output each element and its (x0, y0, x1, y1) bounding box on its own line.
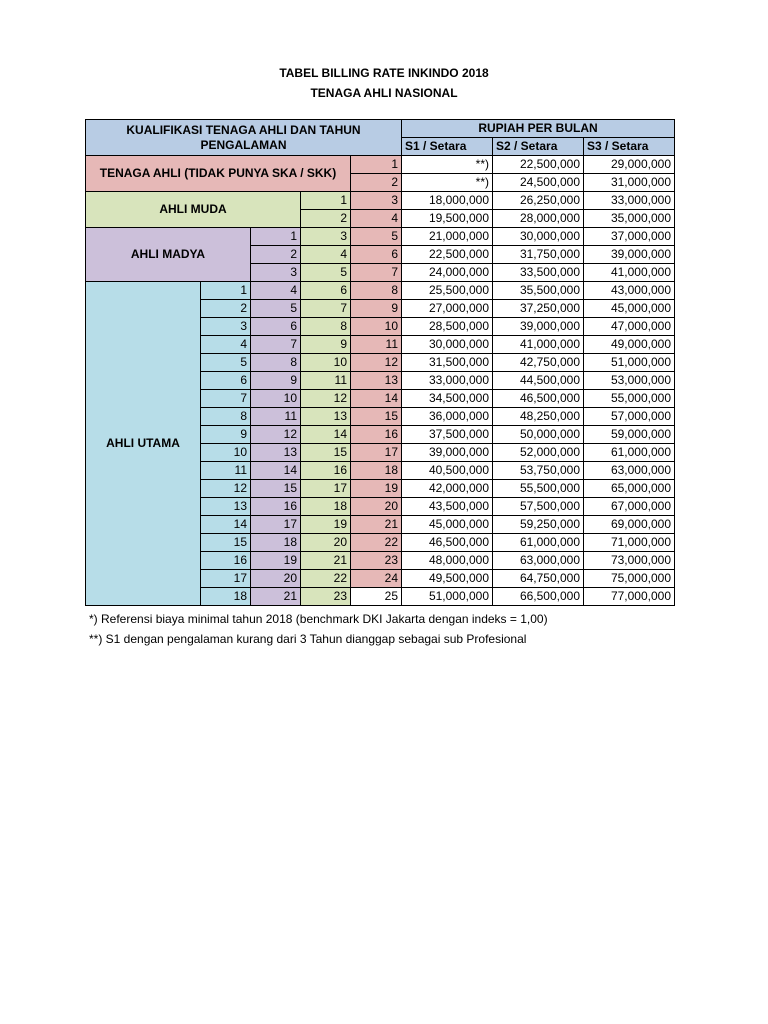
s2-rate-cell: 31,750,000 (493, 246, 584, 264)
s1-rate-cell: 27,000,000 (402, 300, 493, 318)
madya-year-cell: 11 (251, 408, 301, 426)
s1-rate-cell: 34,500,000 (402, 390, 493, 408)
s2-header: S2 / Setara (493, 138, 584, 156)
madya-year-cell: 3 (251, 264, 301, 282)
s2-rate-cell: 64,750,000 (493, 570, 584, 588)
s2-rate-cell: 57,500,000 (493, 498, 584, 516)
s3-rate-cell: 37,000,000 (584, 228, 675, 246)
tenaga-ahli-year-cell: 13 (351, 372, 402, 390)
s3-rate-cell: 29,000,000 (584, 156, 675, 174)
s2-rate-cell: 50,000,000 (493, 426, 584, 444)
s1-rate-cell: 31,500,000 (402, 354, 493, 372)
utama-year-cell: 6 (201, 372, 251, 390)
s1-rate-cell: 24,000,000 (402, 264, 493, 282)
s1-rate-cell: 30,000,000 (402, 336, 493, 354)
s2-rate-cell: 24,500,000 (493, 174, 584, 192)
tenaga-ahli-year-cell: 8 (351, 282, 402, 300)
s2-rate-cell: 63,000,000 (493, 552, 584, 570)
utama-year-cell: 8 (201, 408, 251, 426)
group-ahli-madya: AHLI MADYA (86, 228, 251, 282)
s1-rate-cell: 49,500,000 (402, 570, 493, 588)
s3-rate-cell: 71,000,000 (584, 534, 675, 552)
s1-rate-cell: 25,500,000 (402, 282, 493, 300)
muda-year-cell: 5 (301, 264, 351, 282)
page-title: TABEL BILLING RATE INKINDO 2018 (279, 66, 489, 80)
tenaga-ahli-year-cell: 20 (351, 498, 402, 516)
s1-rate-cell: 45,000,000 (402, 516, 493, 534)
tenaga-ahli-year-cell: 1 (351, 156, 402, 174)
tenaga-ahli-year-cell: 15 (351, 408, 402, 426)
s3-rate-cell: 51,000,000 (584, 354, 675, 372)
s3-rate-cell: 69,000,000 (584, 516, 675, 534)
tenaga-ahli-year-cell: 12 (351, 354, 402, 372)
s2-rate-cell: 55,500,000 (493, 480, 584, 498)
s1-header: S1 / Setara (402, 138, 493, 156)
tenaga-ahli-year-cell: 2 (351, 174, 402, 192)
muda-year-cell: 4 (301, 246, 351, 264)
muda-year-cell: 3 (301, 228, 351, 246)
tenaga-ahli-year-cell: 16 (351, 426, 402, 444)
s3-rate-cell: 65,000,000 (584, 480, 675, 498)
muda-year-cell: 21 (301, 552, 351, 570)
s2-rate-cell: 41,000,000 (493, 336, 584, 354)
header-row-1 (86, 120, 675, 138)
s2-rate-cell: 44,500,000 (493, 372, 584, 390)
tenaga-ahli-year-cell: 25 (351, 588, 402, 606)
s1-rate-cell: 39,000,000 (402, 444, 493, 462)
madya-year-cell: 4 (251, 282, 301, 300)
madya-year-cell: 7 (251, 336, 301, 354)
utama-year-cell: 15 (201, 534, 251, 552)
madya-year-cell: 10 (251, 390, 301, 408)
group-ahli-utama: AHLI UTAMA (86, 282, 201, 606)
group-ahli-muda: AHLI MUDA (86, 192, 301, 228)
muda-year-cell: 1 (301, 192, 351, 210)
s1-rate-cell: 43,500,000 (402, 498, 493, 516)
s3-rate-cell: 63,000,000 (584, 462, 675, 480)
s3-rate-cell: 43,000,000 (584, 282, 675, 300)
table-row (86, 192, 675, 210)
s1-rate-cell: 36,000,000 (402, 408, 493, 426)
s2-rate-cell: 26,250,000 (493, 192, 584, 210)
utama-year-cell: 18 (201, 588, 251, 606)
table-row (86, 156, 675, 174)
utama-year-cell: 2 (201, 300, 251, 318)
s2-rate-cell: 61,000,000 (493, 534, 584, 552)
s3-rate-cell: 59,000,000 (584, 426, 675, 444)
s1-rate-cell: 48,000,000 (402, 552, 493, 570)
s1-rate-cell: 21,000,000 (402, 228, 493, 246)
s3-rate-cell: 61,000,000 (584, 444, 675, 462)
tenaga-ahli-year-cell: 21 (351, 516, 402, 534)
s1-rate-cell: 18,000,000 (402, 192, 493, 210)
muda-year-cell: 15 (301, 444, 351, 462)
s3-rate-cell: 39,000,000 (584, 246, 675, 264)
s2-rate-cell: 53,750,000 (493, 462, 584, 480)
s1-rate-cell: **) (402, 156, 493, 174)
madya-year-cell: 20 (251, 570, 301, 588)
s3-rate-cell: 47,000,000 (584, 318, 675, 336)
tenaga-ahli-year-cell: 22 (351, 534, 402, 552)
note-1: *) Referensi biaya minimal tahun 2018 (benchmark DKI Jakarta dengan indeks = 1,00) (89, 612, 548, 626)
tenaga-ahli-year-cell: 10 (351, 318, 402, 336)
muda-year-cell: 8 (301, 318, 351, 336)
tenaga-ahli-year-cell: 14 (351, 390, 402, 408)
s2-rate-cell: 46,500,000 (493, 390, 584, 408)
muda-year-cell: 20 (301, 534, 351, 552)
s3-rate-cell: 73,000,000 (584, 552, 675, 570)
s1-rate-cell: 46,500,000 (402, 534, 493, 552)
s3-rate-cell: 45,000,000 (584, 300, 675, 318)
utama-year-cell: 10 (201, 444, 251, 462)
madya-year-cell: 16 (251, 498, 301, 516)
s2-rate-cell: 28,000,000 (493, 210, 584, 228)
tenaga-ahli-year-cell: 4 (351, 210, 402, 228)
s3-rate-cell: 75,000,000 (584, 570, 675, 588)
madya-year-cell: 14 (251, 462, 301, 480)
s3-rate-cell: 55,000,000 (584, 390, 675, 408)
tenaga-ahli-year-cell: 18 (351, 462, 402, 480)
utama-year-cell: 16 (201, 552, 251, 570)
utama-year-cell: 12 (201, 480, 251, 498)
s2-rate-cell: 48,250,000 (493, 408, 584, 426)
s2-rate-cell: 35,500,000 (493, 282, 584, 300)
madya-year-cell: 8 (251, 354, 301, 372)
muda-year-cell: 2 (301, 210, 351, 228)
utama-year-cell: 7 (201, 390, 251, 408)
utama-year-cell: 5 (201, 354, 251, 372)
s1-rate-cell: **) (402, 174, 493, 192)
utama-year-cell: 14 (201, 516, 251, 534)
madya-year-cell: 18 (251, 534, 301, 552)
tenaga-ahli-year-cell: 17 (351, 444, 402, 462)
s1-rate-cell: 28,500,000 (402, 318, 493, 336)
s2-rate-cell: 52,000,000 (493, 444, 584, 462)
utama-year-cell: 4 (201, 336, 251, 354)
s1-rate-cell: 42,000,000 (402, 480, 493, 498)
muda-year-cell: 9 (301, 336, 351, 354)
muda-year-cell: 16 (301, 462, 351, 480)
madya-year-cell: 12 (251, 426, 301, 444)
s2-rate-cell: 37,250,000 (493, 300, 584, 318)
tenaga-ahli-year-cell: 5 (351, 228, 402, 246)
utama-year-cell: 11 (201, 462, 251, 480)
utama-year-cell: 13 (201, 498, 251, 516)
table-row (86, 228, 675, 246)
utama-year-cell: 17 (201, 570, 251, 588)
madya-year-cell: 19 (251, 552, 301, 570)
s2-rate-cell: 59,250,000 (493, 516, 584, 534)
s1-rate-cell: 22,500,000 (402, 246, 493, 264)
rupiah-header: RUPIAH PER BULAN (402, 120, 675, 138)
utama-year-cell: 3 (201, 318, 251, 336)
muda-year-cell: 19 (301, 516, 351, 534)
tenaga-ahli-year-cell: 24 (351, 570, 402, 588)
muda-year-cell: 22 (301, 570, 351, 588)
s1-rate-cell: 33,000,000 (402, 372, 493, 390)
muda-year-cell: 7 (301, 300, 351, 318)
s3-rate-cell: 67,000,000 (584, 498, 675, 516)
tenaga-ahli-year-cell: 11 (351, 336, 402, 354)
s3-rate-cell: 53,000,000 (584, 372, 675, 390)
billing-rate-table (85, 119, 675, 606)
madya-year-cell: 6 (251, 318, 301, 336)
s3-rate-cell: 35,000,000 (584, 210, 675, 228)
madya-year-cell: 13 (251, 444, 301, 462)
muda-year-cell: 11 (301, 372, 351, 390)
s1-rate-cell: 40,500,000 (402, 462, 493, 480)
s1-rate-cell: 37,500,000 (402, 426, 493, 444)
s3-rate-cell: 49,000,000 (584, 336, 675, 354)
muda-year-cell: 12 (301, 390, 351, 408)
madya-year-cell: 5 (251, 300, 301, 318)
muda-year-cell: 6 (301, 282, 351, 300)
madya-year-cell: 21 (251, 588, 301, 606)
muda-year-cell: 14 (301, 426, 351, 444)
tenaga-ahli-year-cell: 19 (351, 480, 402, 498)
tenaga-ahli-year-cell: 7 (351, 264, 402, 282)
s3-rate-cell: 33,000,000 (584, 192, 675, 210)
tenaga-ahli-year-cell: 9 (351, 300, 402, 318)
s2-rate-cell: 33,500,000 (493, 264, 584, 282)
s3-header: S3 / Setara (584, 138, 675, 156)
utama-year-cell: 1 (201, 282, 251, 300)
utama-year-cell: 9 (201, 426, 251, 444)
muda-year-cell: 10 (301, 354, 351, 372)
s3-rate-cell: 41,000,000 (584, 264, 675, 282)
muda-year-cell: 23 (301, 588, 351, 606)
page-subtitle: TENAGA AHLI NASIONAL (310, 86, 458, 100)
s1-rate-cell: 51,000,000 (402, 588, 493, 606)
s3-rate-cell: 31,000,000 (584, 174, 675, 192)
tenaga-ahli-year-cell: 23 (351, 552, 402, 570)
tenaga-ahli-year-cell: 6 (351, 246, 402, 264)
s1-rate-cell: 19,500,000 (402, 210, 493, 228)
madya-year-cell: 15 (251, 480, 301, 498)
s2-rate-cell: 22,500,000 (493, 156, 584, 174)
note-2: **) S1 dengan pengalaman kurang dari 3 Tahun dianggap sebagai sub Profesional (89, 632, 527, 646)
muda-year-cell: 13 (301, 408, 351, 426)
madya-year-cell: 1 (251, 228, 301, 246)
madya-year-cell: 9 (251, 372, 301, 390)
madya-year-cell: 2 (251, 246, 301, 264)
s3-rate-cell: 57,000,000 (584, 408, 675, 426)
s2-rate-cell: 42,750,000 (493, 354, 584, 372)
madya-year-cell: 17 (251, 516, 301, 534)
s2-rate-cell: 30,000,000 (493, 228, 584, 246)
s2-rate-cell: 39,000,000 (493, 318, 584, 336)
group-tenaga-ahli: TENAGA AHLI (TIDAK PUNYA SKA / SKK) (86, 156, 351, 192)
tenaga-ahli-year-cell: 3 (351, 192, 402, 210)
s3-rate-cell: 77,000,000 (584, 588, 675, 606)
s2-rate-cell: 66,500,000 (493, 588, 584, 606)
muda-year-cell: 18 (301, 498, 351, 516)
kualifikasi-header: KUALIFIKASI TENAGA AHLI DAN TAHUN PENGALAMAN (86, 120, 402, 156)
muda-year-cell: 17 (301, 480, 351, 498)
table-row (86, 282, 675, 300)
